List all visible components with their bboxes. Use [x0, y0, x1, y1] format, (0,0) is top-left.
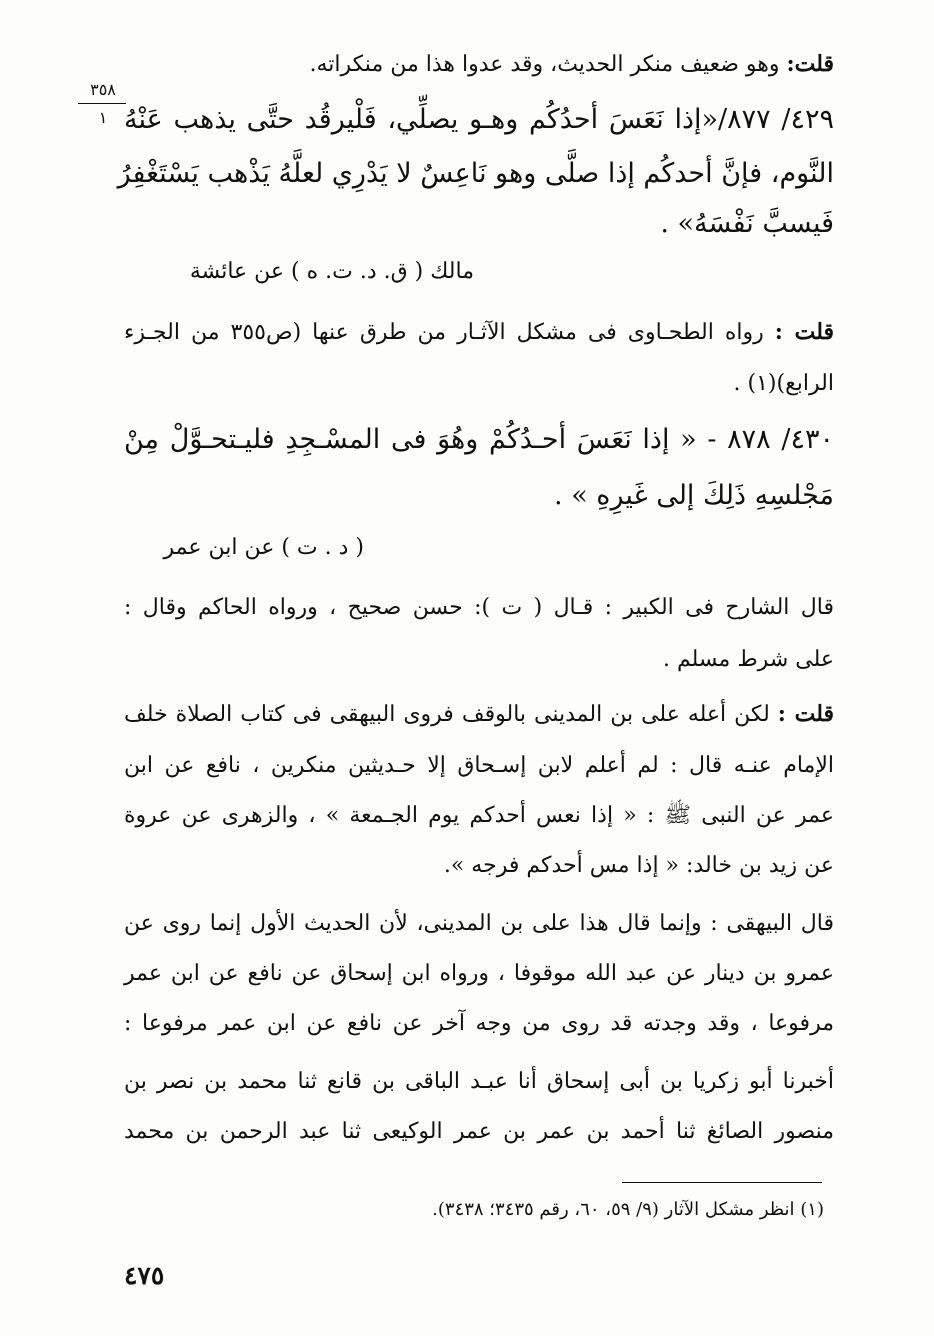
line-text: عمرو بن دينار عن عبد الله موقوفا ، ورواه ابن إسحاق عن نافع عن ابن عمر [124, 961, 834, 986]
line-text: ٤٣٠/ ٨٧٨ - « إذا نَعَسَ أحـدُكُمْ وهُوَ فى المسْـجِدِ فليـتحـوَّلْ مِنْ [124, 424, 834, 455]
line-text: ٤٢٩/ ٨٧٧/«إذا نَعَسَ أحدُكُم وهـو يصلِّي، فَلْيرقُد حتَّى يذهب عَنْهُ [124, 104, 834, 135]
source-line [124, 252, 474, 292]
line-text: مالك ( ق. د. ت. ه ) عن عائشة [189, 259, 474, 284]
margin-reference-top: ٣٥٨ [90, 80, 116, 99]
text-line [124, 746, 834, 786]
line-text: قال الشارح فى الكبير : قـال ( ت ): حسن صحيح ، ورواه الحاكم وقال : [124, 595, 834, 620]
qult-label: قلت : [774, 319, 834, 345]
line-text: رواه الطحـاوى فى مشكل الآثـار من طرق عنها (ص٣٥٥ من الجـزء [124, 320, 775, 345]
hadith-line [124, 414, 834, 466]
text-line [124, 44, 834, 85]
page-number: ٤٧٥ [124, 1261, 165, 1290]
line-text: وهو ضعيف منكر الحديث، وقد عدوا هذا من منكراته. [309, 52, 787, 77]
line-text: النَّوم، فإنَّ أحدكُم إذا صلَّى وهو نَاعِسٌ لا يَدْرِي لعلَّهُ يَذْهب يَسْتَغْفِرُ [117, 158, 834, 189]
line-text: فَيسبَّ نَفْسَهُ» . [660, 208, 834, 239]
line-text: لكن أعله على بن المدينى بالوقف فروى البيهقى فى كتاب الصلاة خلف [124, 702, 778, 727]
line-text: ( د . ت ) عن ابن عمر [163, 535, 364, 560]
margin-reference-bottom: ١ [98, 108, 108, 127]
text-line [124, 954, 834, 994]
margin-reference-rule [78, 103, 126, 104]
line-text: الإمام عنـه قال : لم أعلم لابن إسـحاق إلا حـديثين منكرين ، نافع عن ابن [124, 753, 834, 778]
text-line [124, 640, 834, 680]
source-line [124, 528, 364, 568]
text-line [124, 1004, 834, 1044]
hadith-line [117, 148, 834, 200]
text-line [124, 312, 834, 353]
line-text: مَجْلسِهِ ذَلِكَ إلى غَيرِهِ » . [554, 480, 834, 511]
qult-label: قلت: [786, 51, 834, 77]
text-line [124, 1112, 834, 1152]
line-text: عمر عن النبى ﷺ : « إذا نعس أحدكم يوم الجـمعة » ، والزهرى عن عروة [124, 803, 834, 828]
line-text: الرابع)(١) . [733, 371, 834, 396]
text-line [124, 846, 834, 886]
line-text: قال البيهقى : وإنما قال هذا على بن المدينى، لأن الحديث الأول إنما روى عن [124, 911, 834, 936]
line-text: على شرط مسلم . [663, 647, 834, 672]
line-text: أخبرنا أبو زكريا بن أبى إسحاق أنا عبـد الباقى بن قانع ثنا محمد بن نصر بن [124, 1069, 834, 1094]
hadith-line [124, 470, 834, 522]
line-text: مرفوعا ، وقد وجدته قد روى من وجه آخر عن نافع عن ابن عمر مرفوعا : [124, 1011, 834, 1036]
text-line [124, 904, 834, 944]
line-text: عن زيد بن خالد: « إذا مس أحدكم فرجه ». [443, 853, 834, 878]
footnote [264, 1190, 824, 1230]
text-line [124, 694, 834, 735]
text-line [124, 796, 834, 836]
text-line [124, 588, 834, 628]
footnote-separator [622, 1182, 822, 1183]
hadith-line [124, 94, 834, 146]
footnote-text: (١) انظر مشكل الآثار (٩/ ٥٩، ٦٠، رقم ٣٤٣٥؛ ٣٤٣٨). [432, 1199, 824, 1220]
text-line [124, 1062, 834, 1102]
hadith-line [124, 198, 834, 250]
line-text: منصور الصائغ ثنا أحمد بن عمر بن عمر الوكيعى ثنا عبد الرحمن بن محمد [124, 1119, 834, 1144]
qult-label: قلت : [777, 701, 834, 727]
text-line [124, 364, 834, 404]
